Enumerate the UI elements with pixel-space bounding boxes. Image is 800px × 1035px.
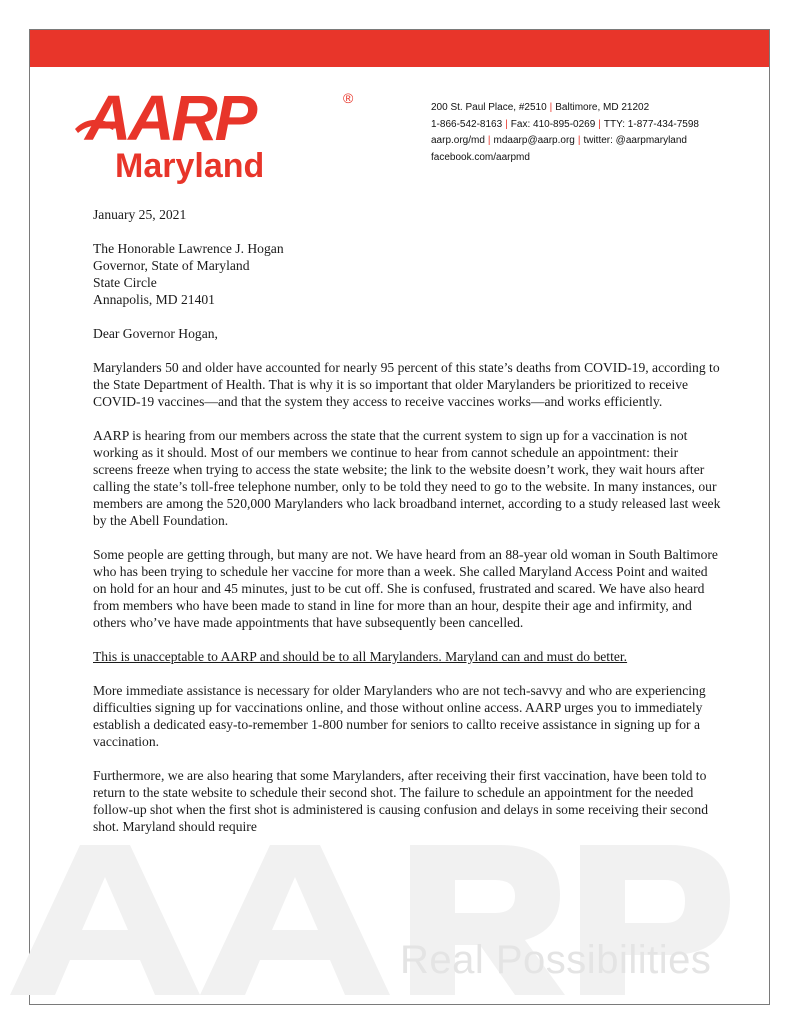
registered-mark: ® <box>343 90 354 106</box>
contact-line-address: 200 St. Paul Place, #2510 | Baltimore, MD 21202 <box>431 102 650 113</box>
facebook-link[interactable]: facebook.com/aarpmd <box>431 151 530 163</box>
recipient-address: The Honorable Lawrence J. Hogan Governor, State of Maryland State Circle Annapolis, MD 21401 <box>93 241 284 307</box>
emphasis-paragraph: This is unacceptable to AARP and should be to all Marylanders. Maryland can and must do better. <box>93 649 628 664</box>
watermark-tagline: Real Possibilities <box>400 938 712 982</box>
contact-line-phones: 1-866-542-8163 | Fax: 410-895-0269 | TTY: 1-877-434-7598 <box>431 118 699 130</box>
contact-line-web: aarp.org/md | mdaarp@aarp.org | twitter: @aarpmaryland <box>431 135 687 146</box>
paragraph: Marylanders 50 and older have accounted for nearly 95 percent of this state’s deaths from COVID-19, according to the State Department of Health. That is why it is so important that older Marylanders be prioritized to receive COVID-19 vaccines—and that the system they access to receive vaccines works—and works efficiently. <box>93 360 720 409</box>
paragraph: More immediate assistance is necessary for older Marylanders who are not tech-savvy and who are experiencing difficulties signing up for vaccinations online, and those without online access. AARP urges you to immediately establish a dedicated easy-to-remember 1-800 number for seniors to callto receive assistance in signing up for a vaccination. <box>93 683 706 749</box>
paragraph: AARP is hearing from our members across the state that the current system to sign up for a vaccination is not working as it should. Most of our members we continue to hear from cannot schedule an appointment: their screens freeze when trying to access the state website; the link to the website doesn’t work, they wait hours after calling the state’s toll-free telephone number, only to be told they need to go to the website. In many instances, our members are among the 520,000 Marylanders who lack broadband internet, according to a study released last week by the Abell Foundation. <box>93 428 721 528</box>
paragraph: Some people are getting through, but many are not. We have heard from an 88-year old woman in South Baltimore who has been trying to schedule her vaccine for more than a week. She called Maryland Access Point and waited on hold for an hour and 45 minutes, just to be cut off. She is confused, frustrated and scared. We have also heard from members who have been made to stand in line for more than an hour, despite their age and infirmity, and others who’ve have made appointments that have subsequently been cancelled. <box>93 547 718 630</box>
aarp-maryland-logo <box>75 85 365 185</box>
letter-body <box>93 206 721 852</box>
website-link[interactable]: aarp.org/md <box>431 135 485 146</box>
twitter-link[interactable]: twitter: @aarpmaryland <box>583 135 687 146</box>
brand-color-bar <box>30 30 769 67</box>
letter-date: January 25, 2021 <box>93 207 187 222</box>
logo-aarp-wordmark: AARP <box>85 85 255 154</box>
paragraph: Furthermore, we are also hearing that some Marylanders, after receiving their first vaccination, have been told to return to the state website to schedule their second shot. The failure to schedule an appointment for the needed follow-up shot when the first shot is administered is causing confusion and delays in some receiving their second shot. Maryland should require <box>93 768 708 834</box>
contact-block <box>431 100 699 166</box>
salutation: Dear Governor Hogan, <box>93 326 218 341</box>
email-link[interactable]: mdaarp@aarp.org <box>493 135 575 146</box>
logo-state-name: Maryland <box>115 147 265 185</box>
